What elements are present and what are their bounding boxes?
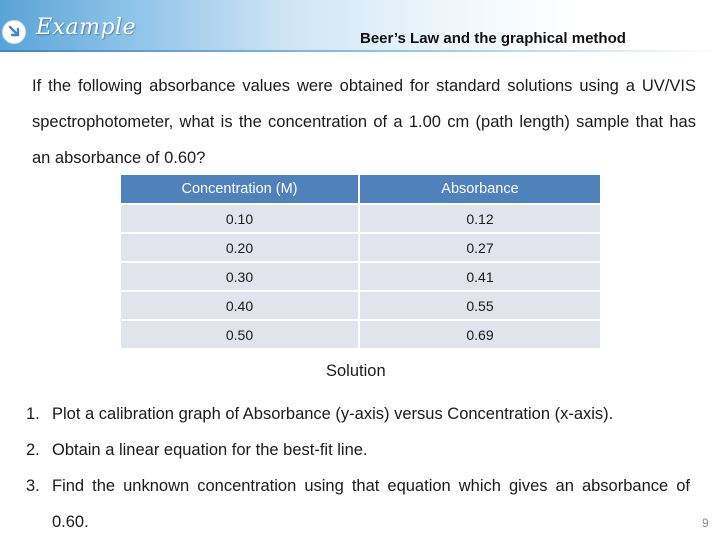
absorbance-cell: 0.12 xyxy=(360,205,600,234)
arrow-icon xyxy=(2,20,26,44)
question-text: If the following absorbance values were obtained for standard solutions using a UV/VIS spectrophotometer, what is the concentration of a 1.00 cm (path length) sample that has an absorbance of 0.60? xyxy=(32,77,696,167)
step-number: 2. xyxy=(26,441,40,459)
concentration-cell: 0.20 xyxy=(121,234,360,263)
page-title: Beer’s Law and the graphical method xyxy=(360,30,626,47)
solution-steps xyxy=(26,396,690,540)
list-item xyxy=(26,468,690,540)
column-header-concentration: Concentration (M) xyxy=(121,175,360,205)
absorbance-cell: 0.27 xyxy=(360,234,600,263)
page-number: 9 xyxy=(702,516,709,530)
table-row xyxy=(121,321,600,350)
example-label: Example xyxy=(36,15,137,40)
step-text: Find the unknown concentration using that equation which gives an absorbance of 0.60. xyxy=(52,477,690,531)
header-divider xyxy=(0,50,720,52)
step-text: Obtain a linear equation for the best-fit line. xyxy=(52,441,368,459)
list-item xyxy=(26,396,690,432)
list-item xyxy=(26,432,690,468)
table-row xyxy=(121,234,600,263)
table-row xyxy=(121,292,600,321)
data-table xyxy=(121,175,600,350)
table-row xyxy=(121,205,600,234)
solution-heading: Solution xyxy=(326,362,386,380)
absorbance-cell: 0.55 xyxy=(360,292,600,321)
concentration-cell: 0.30 xyxy=(121,263,360,292)
table-header-row xyxy=(121,175,600,205)
step-text: Plot a calibration graph of Absorbance (y-axis) versus Concentration (x-axis). xyxy=(52,405,614,423)
step-number: 3. xyxy=(26,477,40,495)
absorbance-cell: 0.41 xyxy=(360,263,600,292)
column-header-absorbance: Absorbance xyxy=(360,175,600,205)
step-number: 1. xyxy=(26,405,40,423)
table-row xyxy=(121,263,600,292)
concentration-cell: 0.10 xyxy=(121,205,360,234)
concentration-cell: 0.50 xyxy=(121,321,360,350)
absorbance-cell: 0.69 xyxy=(360,321,600,350)
concentration-cell: 0.40 xyxy=(121,292,360,321)
